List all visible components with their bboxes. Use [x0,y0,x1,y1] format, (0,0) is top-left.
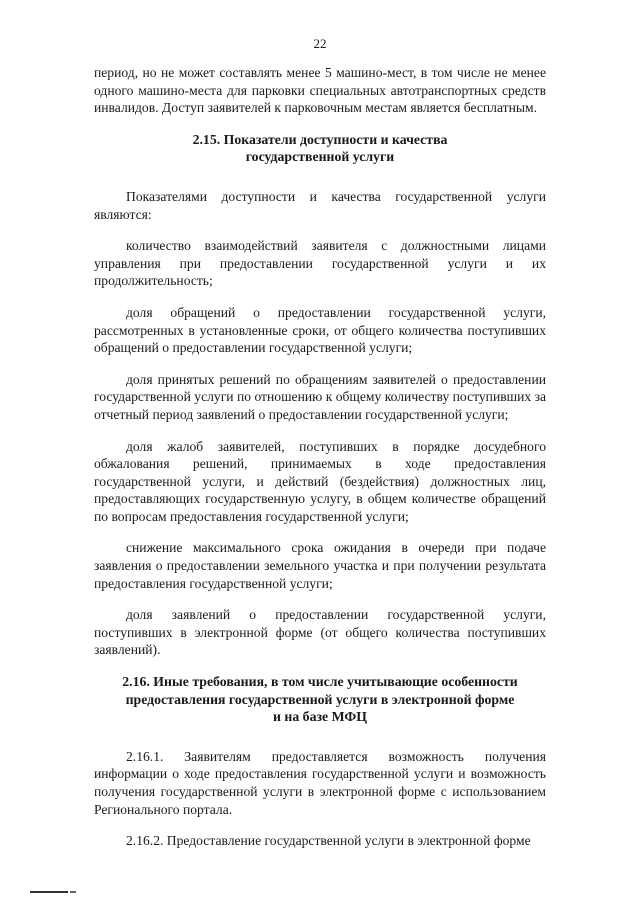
footer-mark [70,891,76,893]
paragraph-share-complaints: доля жалоб заявителей, поступивших в порядке досудебного обжалования решений, принимаемых в ходе предоставления государственной услуги, и действий (бездействия) должностных лиц, предоставляющих государственную услугу, в общем количестве обращений по вопросам предоставления государственной услуги; [94,438,546,524]
paragraph-queue-time: снижение максимального срока ожидания в очереди при подаче заявления о предоставлении земельного участка и при получении результата предоставления государственной услуги; [94,540,546,591]
section-heading-2-15 [94,131,546,166]
heading-line: государственной услуги [245,149,395,165]
paragraph-electronic-share: доля заявлений о предоставлении государственной услуги, поступивших в электронной форме (от общего количества поступивших заявлений). [94,607,546,658]
heading-line: и на базе МФЦ [272,709,368,725]
paragraph-2-16-2: 2.16.2. Предоставление государственной услуги в электронной форме [126,833,531,849]
paragraph-share-timely: доля обращений о предоставлении государственной услуги, рассмотренных в установленные сроки, от общего количества поступивших обращений о предоставлении государственной услуги; [94,304,546,356]
section-heading-2-16 [94,673,546,726]
paragraph-2-16-1: 2.16.1. Заявителям предоставляется возможность получения информации о ходе предоставления государственной услуги и возможность получения государственной услуги в электронной форме с использованием Регионального портала. [94,748,546,817]
heading-line: предоставления государственной услуги в электронной форме [125,691,515,707]
paragraph-indicators-intro: Показателями доступности и качества государственной услуги являются: [94,188,546,222]
document-body [94,64,546,864]
paragraph-parking: период, но не может составлять менее 5 машино-мест, в том числе не менее одного машино-места для парковки специальных автотранспортных средств инвалидов. Доступ заявителей к парковочным местам является бесплатным. [94,65,546,116]
footer-mark [30,891,68,893]
heading-line: 2.16. Иные требования, в том числе учитывающие особенности [122,674,518,690]
paragraph-share-decisions: доля принятых решений по обращениям заявителей о предоставлении государственной услуги по отношению к общему количеству поступивших за отчетный период заявлений о предоставлении государственной услуги; [94,371,546,422]
paragraph-interactions: количество взаимодействий заявителя с должностными лицами управления при предоставлении государственной услуги и их продолжительность; [94,238,546,289]
heading-line: 2.15. Показатели доступности и качества [192,131,448,147]
page-number: 22 [313,36,327,51]
